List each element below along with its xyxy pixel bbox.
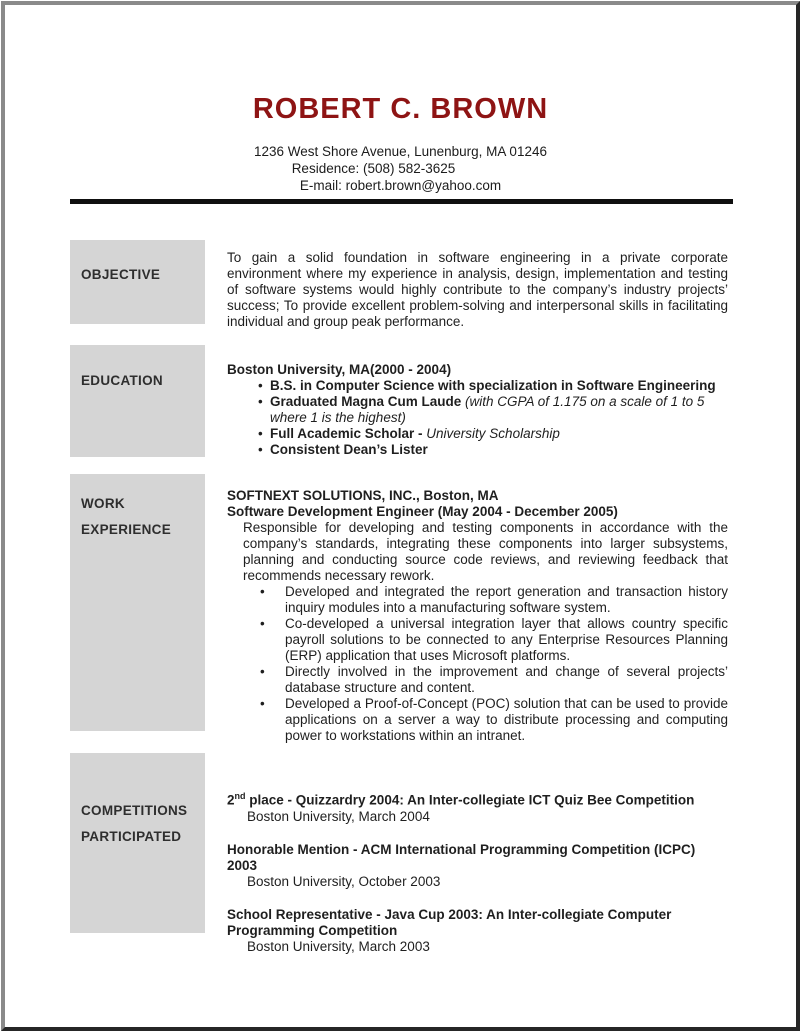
education-bullet-italic-text: University Scholarship — [426, 426, 560, 441]
education-bullet-italic-text: (with CGPA of 1.175 on a scale of 1 to 5 where 1 is the highest) — [270, 394, 705, 425]
competition-venue: Boston University, March 2003 — [247, 938, 430, 954]
work-summary: Responsible for developing and testing components in accordance with the company’s standards, integrating these components into larger subsystems, planning and conducting source code reviews, and reviewing feedback that recommends necessary rework. — [243, 520, 728, 583]
contact-address: 1236 West Shore Avenue, Lunenburg, MA 01246 — [254, 144, 547, 159]
bullet-dot-icon: • — [260, 696, 265, 711]
section-education — [70, 345, 801, 458]
contact-email: E-mail: robert.brown@yahoo.com — [299, 178, 502, 193]
education-bullet — [227, 394, 728, 426]
competition-venue: Boston University, October 2003 — [247, 873, 441, 889]
work-experience-label-line1: WORK — [81, 496, 125, 511]
work-experience-label-box — [70, 474, 205, 731]
work-bullet-text: Directly involved in the improvement and change of several projects’ database structure and content. — [285, 664, 728, 695]
objective-text: To gain a solid foundation in software engineering in a private corporate environment where my experience in analysis, design, implementation and testing of software systems would highly contribute to the company’s industry projects’ success; To provide excellent problem-solving and interpersonal skills in facilitating individual and group peak performance. — [227, 250, 728, 329]
competition-venue: Boston University, March 2004 — [247, 808, 430, 824]
work-bullet — [227, 664, 728, 696]
competition-title-text: Honorable Mention - ACM International Programming Competition (ICPC) 2003 — [227, 841, 696, 873]
competition-item — [227, 788, 728, 825]
bullet-dot-icon: • — [260, 584, 265, 599]
bullet-dot-icon: • — [258, 394, 263, 409]
competition-title — [227, 788, 728, 809]
bullet-dot-icon: • — [258, 442, 263, 457]
education-bullet-text: B.S. in Computer Science with specialization in Software Engineering — [270, 378, 716, 393]
competition-title-prefix: 2 — [227, 792, 235, 808]
education-bullet-text: Consistent Dean’s Lister — [270, 442, 428, 457]
competition-title — [227, 842, 728, 874]
education-bullet — [227, 426, 728, 442]
resume-header — [0, 0, 801, 194]
work-bullet — [227, 696, 728, 744]
work-bullet — [227, 616, 728, 664]
education-bullet-text: Full Academic Scholar - — [270, 426, 427, 441]
competition-title-text: School Representative - Java Cup 2003: An Inter-collegiate Computer Programming Competition — [227, 906, 672, 938]
section-competitions — [70, 753, 801, 972]
work-bullet-text: Co-developed a universal integration layer that allows country specific payroll solutions to be connected to any Enterprise Resources Planning (ERP) application that uses Microsoft platforms. — [285, 616, 728, 663]
work-bullet-list — [227, 584, 728, 744]
section-work-experience — [70, 474, 801, 744]
competition-title-text: place - Quizzardry 2004: An Inter-collegiate ICT Quiz Bee Competition — [245, 792, 695, 808]
education-label: EDUCATION — [81, 373, 163, 388]
work-role: Software Development Engineer (May 2004 - December 2005) — [227, 504, 618, 519]
competition-item — [227, 907, 728, 955]
competition-item — [227, 842, 728, 890]
education-label-box — [70, 345, 205, 457]
competitions-label-line1: COMPETITIONS — [81, 803, 188, 818]
objective-label: OBJECTIVE — [81, 267, 161, 282]
contact-residence-phone: Residence: (508) 582-3625 — [291, 161, 456, 176]
competitions-label-box — [70, 753, 205, 933]
bullet-dot-icon: • — [260, 664, 265, 679]
bullet-dot-icon: • — [258, 426, 263, 441]
section-objective — [70, 240, 801, 330]
person-name: ROBERT C. BROWN — [252, 93, 549, 125]
work-experience-label-line2: EXPERIENCE — [81, 522, 172, 537]
objective-label-box — [70, 240, 205, 324]
work-bullet — [227, 584, 728, 616]
work-bullet-text: Developed a Proof-of-Concept (POC) solution that can be used to provide applications on a server a way to distribute processing and computing power to workstations within an intranet. — [285, 696, 728, 743]
competition-title-superscript: nd — [234, 791, 246, 801]
header-divider-rule — [70, 199, 733, 204]
competitions-label-line2: PARTICIPATED — [81, 829, 182, 844]
education-school: Boston University, MA(2000 - 2004) — [227, 362, 452, 377]
bullet-dot-icon: • — [260, 616, 265, 631]
education-bullet-list — [227, 378, 728, 458]
education-bullet — [227, 442, 728, 458]
work-company: SOFTNEXT SOLUTIONS, INC., Boston, MA — [227, 488, 499, 503]
work-bullet-text: Developed and integrated the report generation and transaction history inquiry modules into a manufacturing software system. — [285, 584, 728, 615]
bullet-dot-icon: • — [258, 378, 263, 393]
competition-title — [227, 907, 728, 939]
education-bullet — [227, 378, 728, 394]
education-bullet-text: Graduated Magna Cum Laude — [270, 394, 466, 409]
